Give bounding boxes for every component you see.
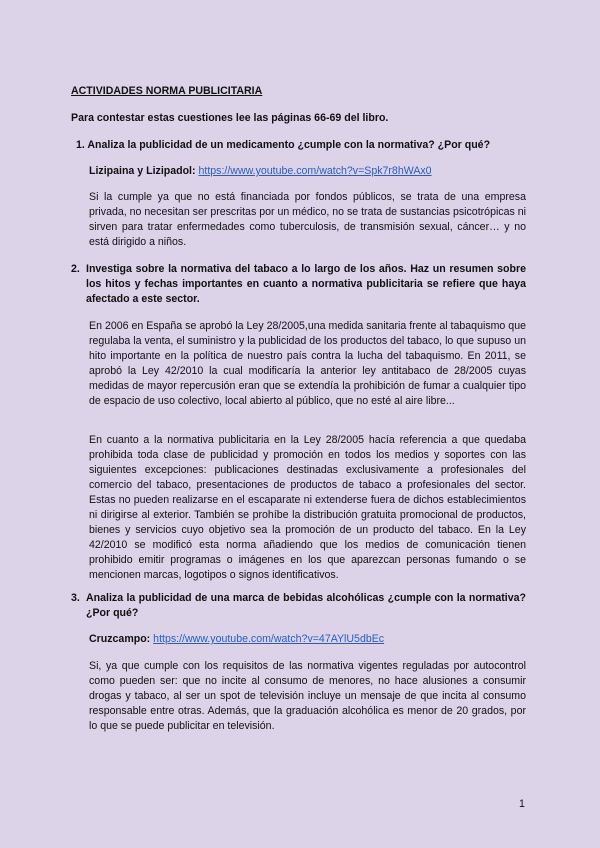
- question-1: [76, 138, 536, 153]
- question-3-link[interactable]: https://www.youtube.com/watch?v=47AYlU5dbEc: [153, 633, 385, 645]
- question-1-text: Analiza la publicidad de un medicamento ¿cumple con la normativa? ¿Por qué?: [87, 139, 491, 151]
- question-3-reference: [89, 632, 384, 647]
- question-3-text: Analiza la publicidad de una marca de bebidas alcohólicas ¿cumple con la normativa? ¿Por qué?: [86, 592, 526, 619]
- question-2-text: Investiga sobre la normativa del tabaco a lo largo de los años. Haz un resumen sobre los hitos y fechas importantes en cuanto a normativa publicitaria se refiere que haya afectado a este sector.: [86, 263, 526, 305]
- question-3-answer: Si, ya que cumple con los requisitos de las normativa vigentes reguladas por autocontrol como pueden ser: que no incite al consumo de menores, no hace alusiones a consumir drogas y tabaco, al ser un spot de televisión incluye un mensaje de que incita al consumo responsable entre otras. Además, que la graduación alcohólica es menor de 20 grados, por lo que se puede publicitar en televisión.: [89, 660, 526, 732]
- question-1-answer: Si la cumple ya que no está financiada por fondos públicos, se trata de una empresa privada, no necesitan ser prescritas por un médico, no se trata de sustancias psicotrópicas ni sirven para tratar enfermedades como tuberculosis, de transmisión sexual, cáncer… y no está dirigido a niños.: [89, 191, 526, 248]
- intro-text: Para contestar estas cuestiones lee las páginas 66-69 del libro.: [71, 112, 389, 124]
- question-1-reference: [89, 164, 432, 179]
- question-3: [71, 591, 526, 621]
- question-1-label: Lizipaina y Lizipadol:: [89, 165, 196, 177]
- question-3-number: 3.: [71, 592, 80, 604]
- question-2-answer-2: En cuanto a la normativa publicitaria en la Ley 28/2005 hacía referencia a que quedaba prohibida toda clase de publicidad y promoción en todos los medios y soportes con las siguientes excepciones: publicaciones destinadas exclusivamente a profesionales del comercio del tabaco, presentaciones de productos de tabaco a profesionales del sector. Estas no pueden realizarse en el escaparate ni extenderse fuera de dichos establecimientos ni dirigirse al exterior. También se prohíbe la distribución gratuita promocional de productos, bienes y servicios cuyo objetivo sea la promoción de un producto del tabaco. En la Ley 42/2010 se modificó esta norma añadiendo que los medios de comunicación tienen prohibido emitir programas o imágenes en los que aparezcan personas fumando o se mencionen marcas, logotipos o signos identificativos.: [89, 434, 526, 581]
- question-3-label: Cruzcampo:: [89, 633, 151, 645]
- question-2-answer-1: En 2006 en España se aprobó la Ley 28/2005,una medida sanitaria frente al tabaquismo que regulaba la venta, el suministro y la publicidad de los productos del tabaco, lo que supuso un hito importante en la política de nuestro país contra la lucha del tabaquismo. En 2011, se aprobó la Ley 42/2010 la cual modificaría la anterior ley antitabaco de 28/2005 cuyas medidas de mayor repercusión eran que se extendía la prohibición de fumar a cualquier tipo de espacio de uso colectivo, local abierto al público, que no esté al aire libre...: [89, 320, 526, 407]
- question-1-number: 1.: [76, 139, 85, 151]
- question-1-link[interactable]: https://www.youtube.com/watch?v=Spk7r8hWAx0: [198, 165, 432, 177]
- document-title: ACTIVIDADES NORMA PUBLICITARIA: [71, 85, 263, 97]
- question-2-number: 2.: [71, 263, 80, 275]
- question-2: [71, 262, 526, 307]
- page-number: 1: [519, 798, 525, 810]
